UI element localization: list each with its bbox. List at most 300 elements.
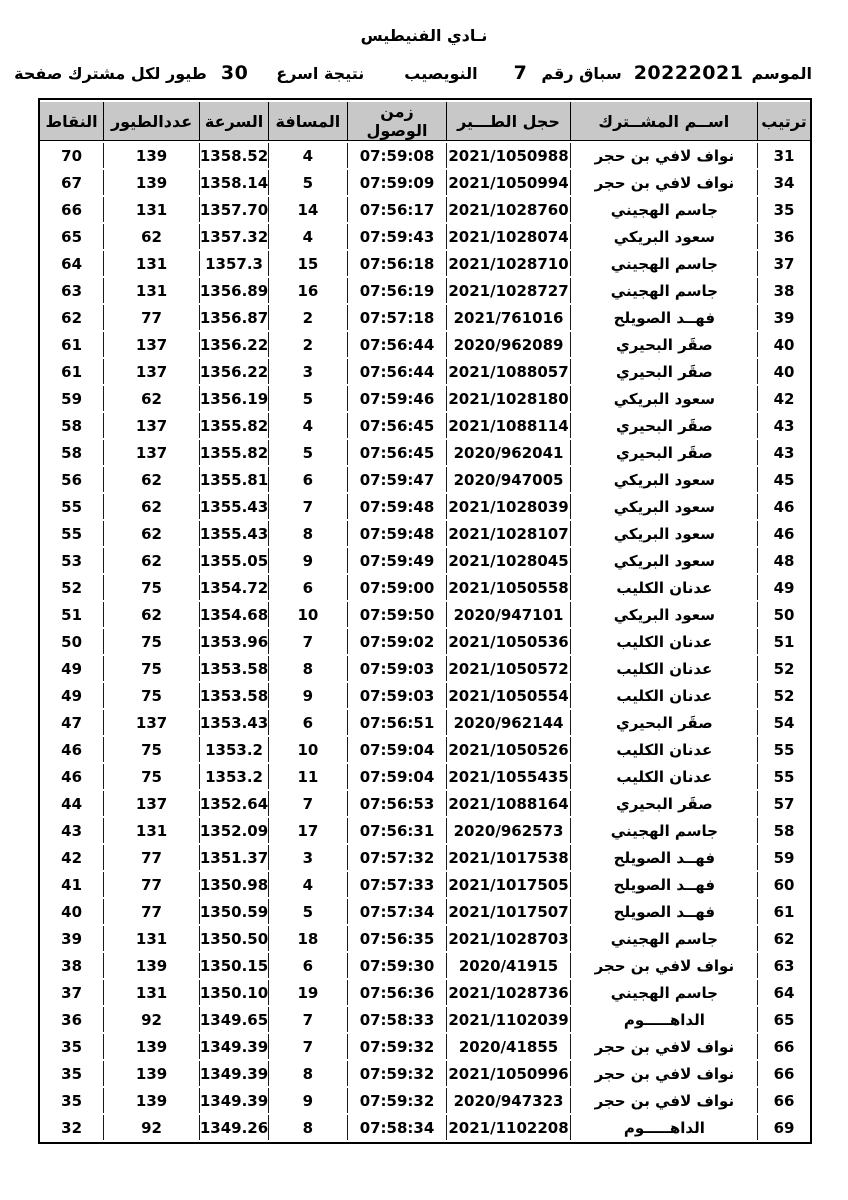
bird-count-cell: 77: [103, 305, 199, 330]
points-cell: 49: [61, 686, 83, 705]
participant-name-cell: سعود البريكي: [570, 494, 757, 519]
arrival-time-cell: 07:59:03: [347, 683, 447, 708]
points-cell: 53: [61, 551, 83, 570]
bird-ring-cell: 2021/1028107: [446, 521, 569, 546]
arrival-time-cell: 07:57:33: [347, 872, 447, 897]
points-cell: 58: [61, 416, 83, 435]
season-value: 20222021: [633, 62, 744, 84]
points-cell: 47: [61, 713, 83, 732]
bird-ring-cell: 2021/1050572: [446, 656, 569, 681]
arrival-time-cell: 07:56:18: [347, 251, 447, 276]
points-cell: 52: [61, 578, 83, 597]
points-cell: 46: [61, 740, 83, 759]
arrival-time-cell: 07:56:53: [347, 791, 447, 816]
speed-cell: 1350.15: [199, 953, 268, 978]
bird-count-cell: 62: [103, 224, 199, 249]
distance-cell: 15: [268, 251, 346, 276]
distance-cell: 6: [268, 575, 346, 600]
rank-cell: 48: [757, 548, 810, 573]
points-cell: 37: [61, 983, 83, 1002]
rank-cell: 64: [757, 980, 810, 1005]
rank-cell: 69: [757, 1115, 810, 1140]
participant-name-cell: جاسم الهجيني: [570, 926, 757, 951]
arrival-time-cell: 07:57:18: [347, 305, 447, 330]
speed-cell: 1355.82: [199, 440, 268, 465]
bird-count-cell: 131: [103, 251, 199, 276]
rank-cell: 37: [757, 251, 810, 276]
bird-count-cell: 137: [103, 359, 199, 384]
points-cell: 66: [61, 200, 83, 219]
speed-cell: 1349.65: [199, 1007, 268, 1032]
arrival-time-cell: 07:59:50: [347, 602, 447, 627]
rank-cell: 46: [757, 521, 810, 546]
speed-cell: 1358.14: [199, 170, 268, 195]
season-label: الموسم: [751, 63, 812, 83]
arrival-time-cell: 07:56:51: [347, 710, 447, 735]
rank-cell: 62: [757, 926, 810, 951]
table-row: [40, 764, 810, 789]
points-cell: 61: [61, 335, 83, 354]
rank-cell: 51: [757, 629, 810, 654]
table-row: [40, 926, 810, 951]
table-row: [40, 710, 810, 735]
arrival-time-cell: 07:56:44: [347, 332, 447, 357]
rank-cell: 38: [757, 278, 810, 303]
bird-ring-cell: 2021/1088057: [446, 359, 569, 384]
points-cell: 64: [61, 254, 83, 273]
bird-count-cell: 131: [103, 980, 199, 1005]
header-distance: المسافة: [268, 102, 346, 141]
table-row: [40, 521, 810, 546]
bird-ring-cell: 2020/962041: [446, 440, 569, 465]
bird-ring-cell: 2021/1050536: [446, 629, 569, 654]
speed-cell: 1350.10: [199, 980, 268, 1005]
bird-count-cell: 137: [103, 440, 199, 465]
speed-cell: 1357.3: [199, 251, 268, 276]
distance-cell: 7: [268, 1007, 346, 1032]
distance-cell: 9: [268, 683, 346, 708]
rank-cell: 50: [757, 602, 810, 627]
distance-cell: 19: [268, 980, 346, 1005]
table-row: [40, 278, 810, 303]
bird-count-cell: 137: [103, 413, 199, 438]
distance-cell: 17: [268, 818, 346, 843]
bird-ring-cell: 2020/41855: [446, 1034, 569, 1059]
distance-cell: 6: [268, 467, 346, 492]
distance-cell: 7: [268, 494, 346, 519]
header-rank: ترتيب: [757, 102, 810, 141]
participant-name-cell: جاسم الهجيني: [570, 818, 757, 843]
distance-cell: 2: [268, 305, 346, 330]
fastest-count: 30: [220, 62, 249, 84]
speed-cell: 1355.82: [199, 413, 268, 438]
speed-cell: 1355.43: [199, 521, 268, 546]
bird-count-cell: 131: [103, 278, 199, 303]
distance-cell: 4: [268, 224, 346, 249]
rank-cell: 60: [757, 872, 810, 897]
table-row: [40, 1115, 810, 1140]
participant-name-cell: سعود البريكي: [570, 467, 757, 492]
participant-name-cell: الداهـــــوم: [570, 1115, 757, 1140]
speed-cell: 1356.89: [199, 278, 268, 303]
participant-name-cell: فهــد الصويلح: [570, 872, 757, 897]
arrival-time-cell: 07:59:04: [347, 737, 447, 762]
arrival-time-cell: 07:58:33: [347, 1007, 447, 1032]
bird-count-cell: 139: [103, 1034, 199, 1059]
distance-cell: 2: [268, 332, 346, 357]
bird-ring-cell: 2020/41915: [446, 953, 569, 978]
bird-count-cell: 137: [103, 791, 199, 816]
participant-name-cell: سعود البريكي: [570, 224, 757, 249]
points-cell: 65: [61, 227, 83, 246]
bird-count-cell: 75: [103, 683, 199, 708]
participant-name-cell: نواف لافي بن حجر: [570, 143, 757, 168]
table-row: [40, 386, 810, 411]
table-row: [40, 899, 810, 924]
distance-cell: 9: [268, 548, 346, 573]
points-cell: 46: [61, 767, 83, 786]
distance-cell: 7: [268, 791, 346, 816]
participant-name-cell: صقَر البحيري: [570, 413, 757, 438]
participant-name-cell: عدنان الكليب: [570, 629, 757, 654]
arrival-time-cell: 07:56:45: [347, 413, 447, 438]
table-row: [40, 332, 810, 357]
bird-ring-cell: 2020/947005: [446, 467, 569, 492]
arrival-time-cell: 07:59:00: [347, 575, 447, 600]
table-row: [40, 359, 810, 384]
participant-name-cell: صقَر البحيري: [570, 710, 757, 735]
distance-cell: 3: [268, 359, 346, 384]
points-cell: 58: [61, 443, 83, 462]
distance-cell: 8: [268, 521, 346, 546]
rank-cell: 55: [757, 764, 810, 789]
speed-cell: 1352.09: [199, 818, 268, 843]
table-row: [40, 224, 810, 249]
table-row: [40, 305, 810, 330]
speed-cell: 1356.19: [199, 386, 268, 411]
rank-cell: 54: [757, 710, 810, 735]
table-row: [40, 737, 810, 762]
points-cell: 55: [61, 524, 83, 543]
rank-cell: 65: [757, 1007, 810, 1032]
table-row: [40, 1007, 810, 1032]
speed-cell: 1350.59: [199, 899, 268, 924]
table-row: [40, 494, 810, 519]
table-row: [40, 629, 810, 654]
bird-ring-cell: 2021/1028180: [446, 386, 569, 411]
bird-ring-cell: 2021/1102208: [446, 1115, 569, 1140]
points-cell: 44: [61, 794, 83, 813]
participant-name-cell: صقَر البحيري: [570, 791, 757, 816]
arrival-time-cell: 07:57:32: [347, 845, 447, 870]
arrival-time-cell: 07:59:04: [347, 764, 447, 789]
bird-count-cell: 77: [103, 899, 199, 924]
rank-cell: 45: [757, 467, 810, 492]
arrival-time-cell: 07:59:48: [347, 494, 447, 519]
rank-cell: 46: [757, 494, 810, 519]
bird-count-cell: 139: [103, 170, 199, 195]
speed-cell: 1357.70: [199, 197, 268, 222]
points-cell: 35: [61, 1064, 83, 1083]
table-row: [40, 575, 810, 600]
bird-ring-cell: 2021/1028760: [446, 197, 569, 222]
speed-cell: 1356.87: [199, 305, 268, 330]
participant-name-cell: صقَر البحيري: [570, 332, 757, 357]
rank-cell: 66: [757, 1034, 810, 1059]
results-table-header: [40, 102, 810, 141]
distance-cell: 6: [268, 710, 346, 735]
arrival-time-cell: 07:56:45: [347, 440, 447, 465]
participant-name-cell: جاسم الهجيني: [570, 278, 757, 303]
bird-count-cell: 92: [103, 1115, 199, 1140]
bird-count-cell: 62: [103, 602, 199, 627]
speed-cell: 1354.68: [199, 602, 268, 627]
participant-name-cell: سعود البريكي: [570, 602, 757, 627]
bird-count-cell: 137: [103, 332, 199, 357]
result-label: نتيجة اسرع: [276, 63, 365, 83]
bird-count-cell: 92: [103, 1007, 199, 1032]
header-speed: السرعة: [199, 102, 268, 141]
distance-cell: 3: [268, 845, 346, 870]
rank-cell: 61: [757, 899, 810, 924]
bird-count-cell: 139: [103, 143, 199, 168]
race-number-label: سباق رقم: [541, 63, 622, 83]
distance-cell: 8: [268, 656, 346, 681]
bird-count-cell: 62: [103, 548, 199, 573]
points-cell: 67: [61, 173, 83, 192]
speed-cell: 1353.2: [199, 764, 268, 789]
bird-count-cell: 62: [103, 494, 199, 519]
distance-cell: 18: [268, 926, 346, 951]
bird-ring-cell: 2021/1028710: [446, 251, 569, 276]
bird-count-cell: 62: [103, 521, 199, 546]
speed-cell: 1352.64: [199, 791, 268, 816]
arrival-time-cell: 07:59:32: [347, 1061, 447, 1086]
table-row: [40, 656, 810, 681]
bird-ring-cell: 2020/947101: [446, 602, 569, 627]
bird-ring-cell: 2021/1088114: [446, 413, 569, 438]
table-row: [40, 953, 810, 978]
participant-name-cell: صقَر البحيري: [570, 440, 757, 465]
participant-name-cell: سعود البريكي: [570, 521, 757, 546]
distance-cell: 4: [268, 143, 346, 168]
bird-ring-cell: 2021/1055435: [446, 764, 569, 789]
table-row: [40, 1088, 810, 1113]
distance-cell: 7: [268, 1034, 346, 1059]
bird-count-cell: 131: [103, 926, 199, 951]
bird-ring-cell: 2021/1017505: [446, 872, 569, 897]
rank-cell: 66: [757, 1088, 810, 1113]
participant-name-cell: فهــد الصويلح: [570, 899, 757, 924]
participant-name-cell: سعود البريكي: [570, 548, 757, 573]
points-cell: 35: [61, 1037, 83, 1056]
arrival-time-cell: 07:56:36: [347, 980, 447, 1005]
rank-cell: 40: [757, 359, 810, 384]
distance-cell: 5: [268, 440, 346, 465]
bird-count-cell: 77: [103, 872, 199, 897]
arrival-time-cell: 07:59:02: [347, 629, 447, 654]
participant-name-cell: جاسم الهجيني: [570, 197, 757, 222]
results-table: [38, 98, 812, 1144]
rank-cell: 66: [757, 1061, 810, 1086]
rank-cell: 43: [757, 440, 810, 465]
bird-count-cell: 77: [103, 845, 199, 870]
rank-cell: 36: [757, 224, 810, 249]
bird-ring-cell: 2020/962573: [446, 818, 569, 843]
rank-cell: 63: [757, 953, 810, 978]
points-cell: 56: [61, 470, 83, 489]
speed-cell: 1350.50: [199, 926, 268, 951]
rank-cell: 59: [757, 845, 810, 870]
distance-cell: 5: [268, 170, 346, 195]
header-name: اســم المشــترك: [570, 102, 757, 141]
points-cell: 39: [61, 929, 83, 948]
participant-name-cell: سعود البريكي: [570, 386, 757, 411]
speed-cell: 1351.37: [199, 845, 268, 870]
bird-count-cell: 75: [103, 764, 199, 789]
bird-count-cell: 139: [103, 1088, 199, 1113]
bird-count-cell: 75: [103, 575, 199, 600]
speed-cell: 1353.43: [199, 710, 268, 735]
participant-name-cell: نواف لافي بن حجر: [570, 170, 757, 195]
table-row: [40, 170, 810, 195]
rank-cell: 40: [757, 332, 810, 357]
points-cell: 42: [61, 848, 83, 867]
bird-ring-cell: 2021/1050526: [446, 737, 569, 762]
bird-count-cell: 75: [103, 629, 199, 654]
table-row: [40, 872, 810, 897]
speed-cell: 1355.81: [199, 467, 268, 492]
participant-name-cell: نواف لافي بن حجر: [570, 953, 757, 978]
distance-cell: 11: [268, 764, 346, 789]
arrival-time-cell: 07:59:32: [347, 1088, 447, 1113]
distance-cell: 7: [268, 629, 346, 654]
points-cell: 32: [61, 1118, 83, 1137]
report-meta-line: [14, 58, 812, 88]
speed-cell: 1355.43: [199, 494, 268, 519]
distance-cell: 5: [268, 899, 346, 924]
table-row: [40, 197, 810, 222]
table-row: [40, 980, 810, 1005]
bird-ring-cell: 2021/1028736: [446, 980, 569, 1005]
participant-name-cell: نواف لافي بن حجر: [570, 1034, 757, 1059]
participant-name-cell: جاسم الهجيني: [570, 980, 757, 1005]
points-cell: 38: [61, 956, 83, 975]
participant-name-cell: فهــد الصويلح: [570, 845, 757, 870]
arrival-time-cell: 07:59:47: [347, 467, 447, 492]
distance-cell: 14: [268, 197, 346, 222]
table-row: [40, 818, 810, 843]
speed-cell: 1349.39: [199, 1061, 268, 1086]
rank-cell: 49: [757, 575, 810, 600]
speed-cell: 1353.58: [199, 656, 268, 681]
participant-name-cell: فهــد الصويلح: [570, 305, 757, 330]
points-cell: 59: [61, 389, 83, 408]
table-row: [40, 548, 810, 573]
distance-cell: 6: [268, 953, 346, 978]
speed-cell: 1358.52: [199, 143, 268, 168]
arrival-time-cell: 07:56:35: [347, 926, 447, 951]
speed-cell: 1353.96: [199, 629, 268, 654]
arrival-time-cell: 07:59:43: [347, 224, 447, 249]
race-location: النويصيب: [404, 63, 478, 83]
table-row: [40, 602, 810, 627]
club-title: نـادي الفنيطيس: [360, 26, 488, 45]
bird-count-cell: 137: [103, 710, 199, 735]
arrival-time-cell: 07:59:08: [347, 143, 447, 168]
bird-count-cell: 139: [103, 1061, 199, 1086]
arrival-time-cell: 07:59:48: [347, 521, 447, 546]
points-cell: 43: [61, 821, 83, 840]
bird-count-cell: 139: [103, 953, 199, 978]
arrival-time-cell: 07:59:32: [347, 1034, 447, 1059]
arrival-time-cell: 07:56:19: [347, 278, 447, 303]
table-row: [40, 251, 810, 276]
speed-cell: 1354.72: [199, 575, 268, 600]
participant-name-cell: عدنان الكليب: [570, 575, 757, 600]
header-birds: عددالطيور: [103, 102, 199, 141]
arrival-time-cell: 07:59:49: [347, 548, 447, 573]
bird-ring-cell: 2021/1028039: [446, 494, 569, 519]
points-cell: 49: [61, 659, 83, 678]
participant-name-cell: نواف لافي بن حجر: [570, 1088, 757, 1113]
table-row: [40, 791, 810, 816]
points-cell: 41: [61, 875, 83, 894]
bird-ring-cell: 2021/1102039: [446, 1007, 569, 1032]
bird-ring-cell: 2021/1050554: [446, 683, 569, 708]
speed-cell: 1353.2: [199, 737, 268, 762]
header-ring: حجل الطـــير: [446, 102, 569, 141]
distance-cell: 10: [268, 737, 346, 762]
bird-ring-cell: 2021/1028074: [446, 224, 569, 249]
bird-count-cell: 131: [103, 197, 199, 222]
distance-cell: 5: [268, 386, 346, 411]
distance-cell: 8: [268, 1115, 346, 1140]
bird-count-cell: 131: [103, 818, 199, 843]
table-row: [40, 413, 810, 438]
table-row: [40, 683, 810, 708]
rank-cell: 52: [757, 656, 810, 681]
distance-cell: 4: [268, 413, 346, 438]
participant-name-cell: عدنان الكليب: [570, 656, 757, 681]
bird-ring-cell: 2020/947323: [446, 1088, 569, 1113]
participant-name-cell: عدنان الكليب: [570, 764, 757, 789]
bird-ring-cell: 2021/1050994: [446, 170, 569, 195]
bird-ring-cell: 2021/1017538: [446, 845, 569, 870]
rank-cell: 34: [757, 170, 810, 195]
bird-ring-cell: 2021/1028727: [446, 278, 569, 303]
bird-ring-cell: 2021/1017507: [446, 899, 569, 924]
speed-cell: 1349.26: [199, 1115, 268, 1140]
arrival-time-cell: 07:59:30: [347, 953, 447, 978]
points-cell: 63: [61, 281, 83, 300]
distance-cell: 10: [268, 602, 346, 627]
speed-cell: 1350.98: [199, 872, 268, 897]
points-cell: 55: [61, 497, 83, 516]
points-cell: 35: [61, 1091, 83, 1110]
distance-cell: 9: [268, 1088, 346, 1113]
bird-count-cell: 75: [103, 737, 199, 762]
rank-cell: 31: [757, 143, 810, 168]
arrival-time-cell: 07:58:34: [347, 1115, 447, 1140]
bird-ring-cell: 2021/1088164: [446, 791, 569, 816]
table-row: [40, 1061, 810, 1086]
bird-count-cell: 62: [103, 386, 199, 411]
arrival-time-cell: 07:56:44: [347, 359, 447, 384]
arrival-time-cell: 07:59:03: [347, 656, 447, 681]
points-cell: 70: [61, 146, 83, 165]
header-time: زمن الوصول: [347, 102, 447, 141]
